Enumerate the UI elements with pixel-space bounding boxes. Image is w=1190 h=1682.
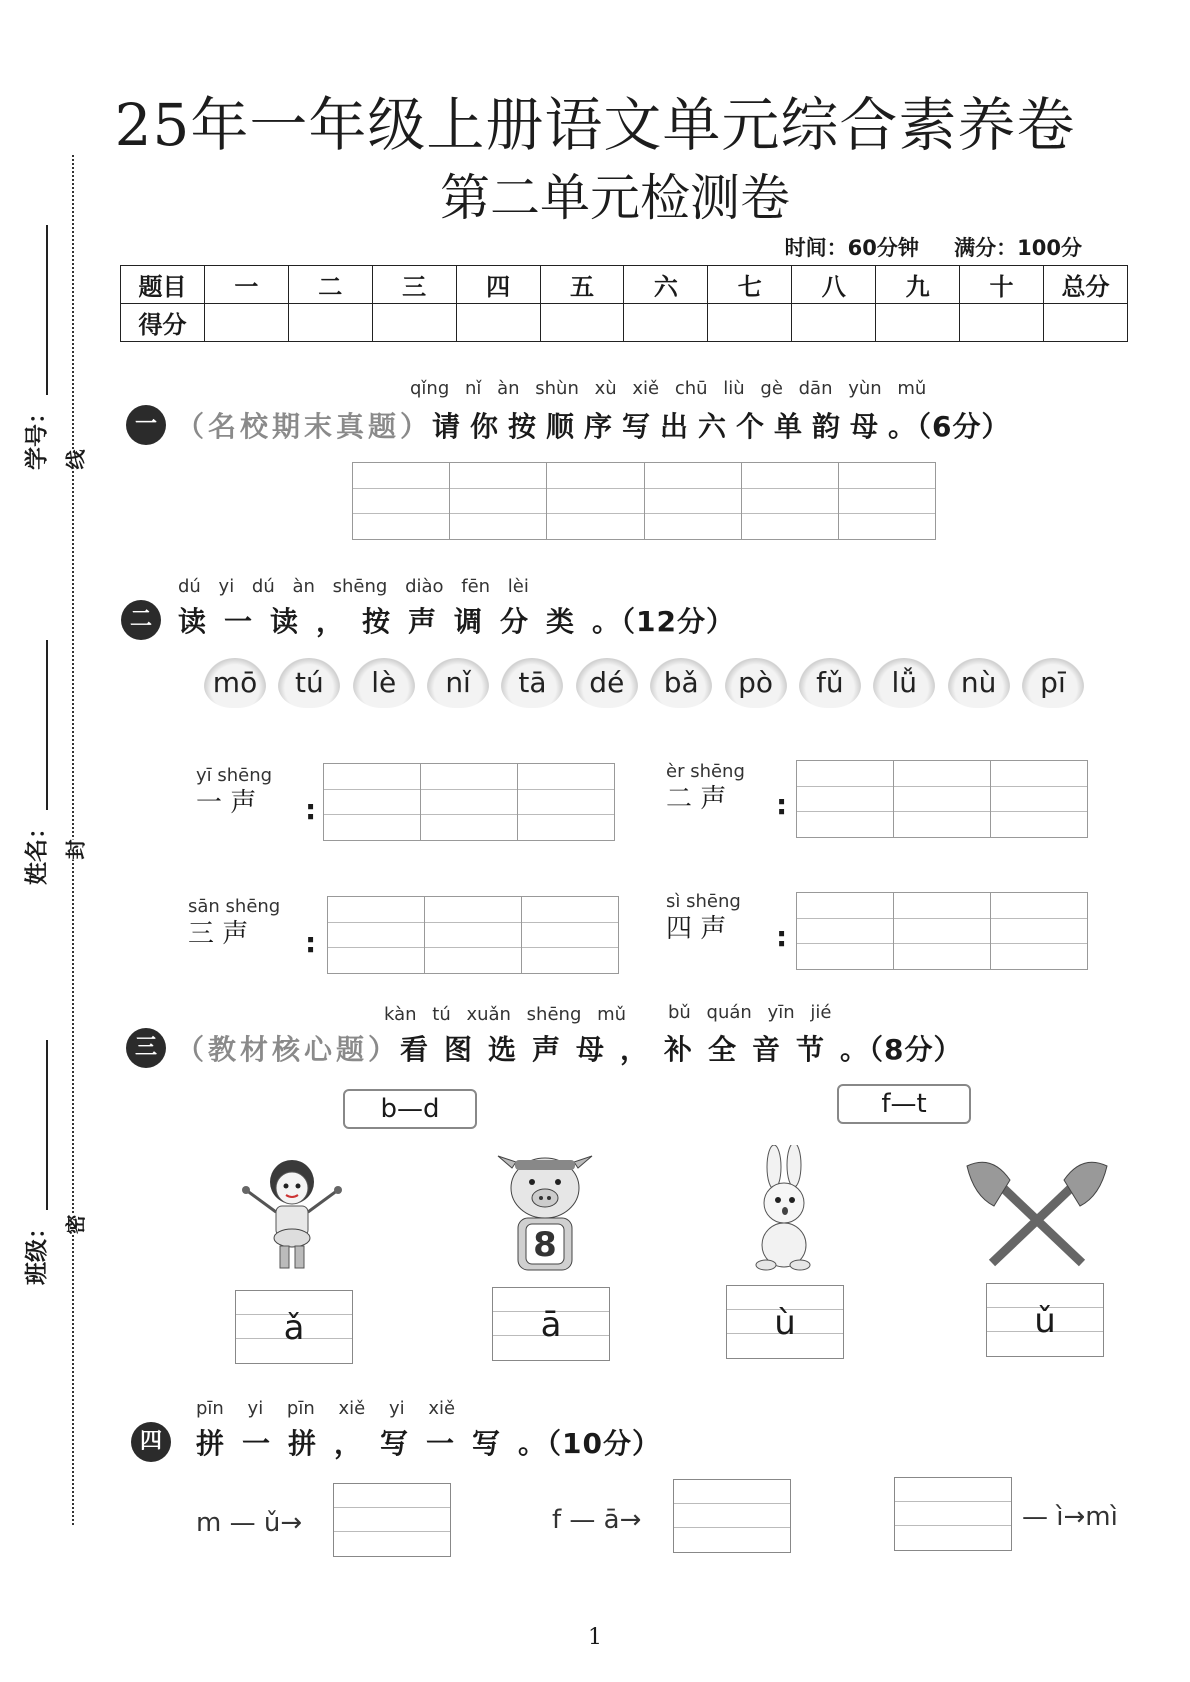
q4-title xyxy=(196,1422,661,1462)
tone3-label xyxy=(188,895,280,952)
class-blank[interactable] xyxy=(28,1040,48,1210)
syllable-peach: fǔ xyxy=(799,658,861,708)
pigsy-holding-eight-illustration xyxy=(490,1148,600,1278)
syllable-peach: lǚ xyxy=(873,658,935,708)
pig-number: 8 xyxy=(533,1225,557,1265)
score-blank-cell[interactable] xyxy=(540,304,624,342)
tone4-text: 四 声 xyxy=(666,914,727,945)
tone3-colon: : xyxy=(305,926,317,959)
syllable-peach: pī xyxy=(1022,658,1084,708)
score-table-cell: 题目 xyxy=(121,266,205,304)
student-id-blank[interactable] xyxy=(28,225,48,395)
crossed-axes-illustration xyxy=(962,1158,1112,1268)
q3-title xyxy=(176,1028,963,1068)
syllable-peach: bǎ xyxy=(650,658,712,708)
q4-text: 拼一拼，写一写 xyxy=(196,1427,519,1460)
q1-score: 。（6分） xyxy=(888,410,1011,443)
q3-pinyin-a: kàn tú xuǎn shēng mǔ xyxy=(384,1004,627,1025)
sub-title: 第二单元检测卷 xyxy=(440,169,790,227)
q4-expr-2: f — ā→ xyxy=(552,1505,642,1535)
score-table-cell: 十 xyxy=(960,266,1044,304)
answer-box-1[interactable]: ǎ xyxy=(235,1290,353,1364)
q3-text: 看图选声母，补全音节 xyxy=(400,1033,841,1066)
main-title: 25年一年级上册语文单元综合素养卷 xyxy=(114,91,1076,159)
tone4-label xyxy=(666,890,741,947)
writing-cell[interactable] xyxy=(522,897,618,973)
tone2-pinyin: èr shēng xyxy=(666,761,745,782)
score-table-cell: 三 xyxy=(372,266,456,304)
answer-box-2[interactable]: ā xyxy=(492,1287,610,1361)
answer-box-3[interactable]: ù xyxy=(726,1285,844,1359)
tone1-grid[interactable] xyxy=(323,763,615,841)
q4-score: 。（10分） xyxy=(518,1427,661,1460)
name-label: 姓名： xyxy=(24,816,50,885)
tone2-label xyxy=(666,760,745,817)
girl-drummer-illustration xyxy=(232,1150,352,1275)
q1-pinyin: qǐng nǐ àn shùn xù xiě chū liù gè dān yùn mǔ xyxy=(410,378,927,399)
tone1-label xyxy=(196,764,272,821)
student-id-field[interactable] xyxy=(18,225,51,470)
time-limit: 时间：60分钟 xyxy=(784,236,919,260)
score-table-score-row xyxy=(121,304,1128,342)
writing-cell[interactable] xyxy=(421,764,518,840)
q1-title xyxy=(176,405,1011,445)
writing-cell[interactable] xyxy=(894,893,991,969)
syllable-peach: nǐ xyxy=(427,658,489,708)
syllable-peach: lè xyxy=(353,658,415,708)
q4-answer-box-3[interactable] xyxy=(894,1477,1012,1551)
q2-title xyxy=(178,600,735,640)
score-blank-cell[interactable] xyxy=(372,304,456,342)
syllable-row xyxy=(204,658,1084,708)
initials-pair-f-t: f—t xyxy=(837,1084,971,1124)
full-score: 满分：100分 xyxy=(954,236,1082,260)
q1-tag: （名校期末真题） xyxy=(176,410,433,443)
score-table-cell: 四 xyxy=(456,266,540,304)
score-table-cell: 一 xyxy=(204,266,288,304)
score-table-cell: 六 xyxy=(624,266,708,304)
tone3-grid[interactable] xyxy=(327,896,619,974)
tone4-grid[interactable] xyxy=(796,892,1088,970)
score-table xyxy=(120,265,1128,342)
class-field[interactable] xyxy=(18,1040,51,1285)
score-blank-cell[interactable] xyxy=(876,304,960,342)
writing-cell[interactable] xyxy=(742,463,839,539)
rabbit-illustration xyxy=(738,1145,828,1275)
score-table-cell: 五 xyxy=(540,266,624,304)
q4-answer-box-1[interactable] xyxy=(333,1483,451,1557)
tone1-colon: : xyxy=(305,793,317,826)
tone2-colon: : xyxy=(776,788,788,821)
tone3-pinyin: sān shēng xyxy=(188,896,281,917)
syllable-peach: nù xyxy=(948,658,1010,708)
score-table-cell: 总分 xyxy=(1043,266,1127,304)
q4-pinyin: pīn yi pīn xiě yi xiě xyxy=(196,1398,456,1419)
q1-text: 请你按顺序写出六个单韵母 xyxy=(432,410,889,443)
q3-tag: （教材核心题） xyxy=(176,1033,401,1066)
score-blank-cell[interactable] xyxy=(204,304,288,342)
writing-cell[interactable] xyxy=(425,897,522,973)
syllable-peach: tā xyxy=(501,658,563,708)
score-table-cell: 七 xyxy=(708,266,792,304)
writing-cell[interactable] xyxy=(645,463,742,539)
score-table-cell: 八 xyxy=(792,266,876,304)
tone4-pinyin: sì shēng xyxy=(666,891,741,912)
syllable-peach: dé xyxy=(576,658,638,708)
score-blank-cell[interactable] xyxy=(708,304,792,342)
writing-cell[interactable] xyxy=(991,893,1087,969)
q3-number-badge: 三 xyxy=(126,1028,166,1068)
score-blank-cell[interactable] xyxy=(624,304,708,342)
q1-writing-grid[interactable] xyxy=(352,462,936,540)
q2-number-badge: 二 xyxy=(121,600,161,640)
writing-cell[interactable] xyxy=(797,761,894,837)
page-number: 1 xyxy=(588,1625,602,1650)
score-table-header-row xyxy=(121,266,1128,304)
score-blank-cell[interactable] xyxy=(288,304,372,342)
score-table-cell: 九 xyxy=(876,266,960,304)
writing-cell[interactable] xyxy=(324,764,421,840)
binding-word-seal: 封 xyxy=(60,840,89,860)
tone1-text: 一 声 xyxy=(196,788,257,819)
q4-number-badge: 四 xyxy=(131,1422,171,1462)
q2-pinyin: dú yi dú àn shēng diào fēn lèi xyxy=(178,576,529,597)
q3-score: 。（8分） xyxy=(840,1033,963,1066)
q3-pinyin-b: bǔ quán yīn jié xyxy=(668,1002,832,1023)
tone3-text: 三 声 xyxy=(188,919,249,950)
syllable-peach: tú xyxy=(278,658,340,708)
tone2-grid[interactable] xyxy=(796,760,1088,838)
score-table-cell: 二 xyxy=(288,266,372,304)
tone1-pinyin: yī shēng xyxy=(196,765,273,786)
writing-cell[interactable] xyxy=(797,893,894,969)
name-blank[interactable] xyxy=(28,640,48,810)
score-blank-cell[interactable] xyxy=(1043,304,1127,342)
tone4-colon: : xyxy=(776,920,788,953)
exam-meta xyxy=(757,232,1082,262)
q4-expr-3: — ì→mì xyxy=(1022,1502,1118,1532)
q2-score: 。（12分） xyxy=(592,605,735,638)
answer-box-4[interactable]: ǔ xyxy=(986,1283,1104,1357)
writing-cell[interactable] xyxy=(328,897,425,973)
writing-cell[interactable] xyxy=(353,463,450,539)
class-label: 班级： xyxy=(24,1216,50,1285)
student-id-label: 学号： xyxy=(24,401,50,470)
q4-answer-box-2[interactable] xyxy=(673,1479,791,1553)
score-blank-cell[interactable] xyxy=(960,304,1044,342)
syllable-peach: pò xyxy=(725,658,787,708)
name-field[interactable] xyxy=(18,640,51,885)
writing-cell[interactable] xyxy=(518,764,614,840)
q4-expr-1: m — ǔ→ xyxy=(196,1508,303,1538)
tone2-text: 二 声 xyxy=(666,784,727,815)
writing-cell[interactable] xyxy=(991,761,1087,837)
initials-pair-b-d: b—d xyxy=(343,1089,477,1129)
writing-cell[interactable] xyxy=(547,463,644,539)
score-blank-cell[interactable] xyxy=(792,304,876,342)
binding-word-line: 线 xyxy=(60,450,89,470)
score-table-cell: 得分 xyxy=(121,304,205,342)
syllable-peach: mō xyxy=(204,658,266,708)
writing-cell[interactable] xyxy=(894,761,991,837)
q2-text: 读一读，按声调分类 xyxy=(178,605,593,638)
binding-word-secret: 密 xyxy=(60,1215,89,1235)
score-blank-cell[interactable] xyxy=(456,304,540,342)
q1-number-badge: 一 xyxy=(126,405,166,445)
writing-cell[interactable] xyxy=(450,463,547,539)
writing-cell[interactable] xyxy=(839,463,935,539)
